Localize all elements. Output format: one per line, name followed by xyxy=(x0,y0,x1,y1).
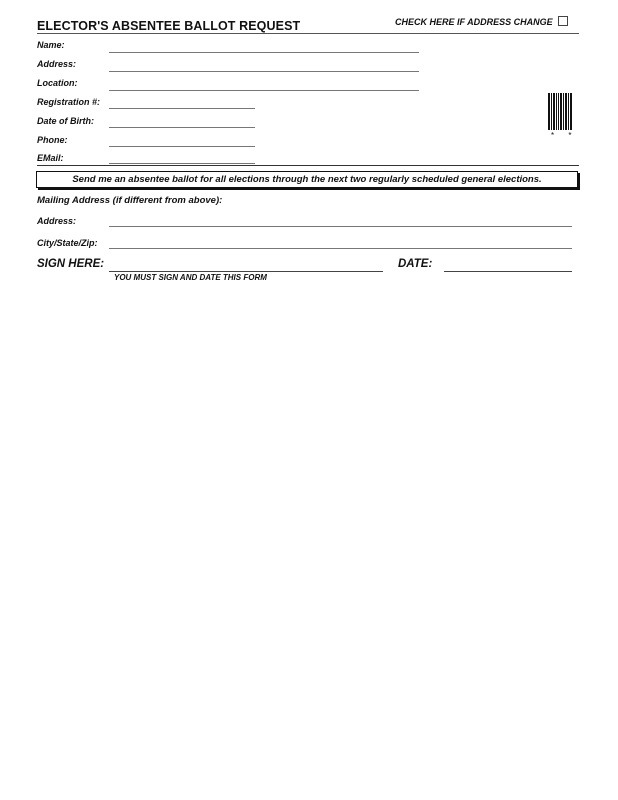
registration-label: Registration #: xyxy=(37,97,101,107)
city-state-zip-field[interactable] xyxy=(109,248,572,249)
name-label: Name: xyxy=(37,40,65,50)
date-label: DATE: xyxy=(398,258,433,270)
email-divider xyxy=(37,165,579,166)
form-title: ELECTOR'S ABSENTEE BALLOT REQUEST xyxy=(37,19,301,33)
title-divider xyxy=(37,33,579,34)
location-label: Location: xyxy=(37,78,78,88)
address-change-checkbox[interactable] xyxy=(558,16,568,26)
email-label: EMail: xyxy=(37,153,64,163)
dob-field[interactable] xyxy=(109,127,255,128)
dob-label: Date of Birth: xyxy=(37,116,94,126)
name-field[interactable] xyxy=(109,52,419,53)
location-field[interactable] xyxy=(109,90,419,91)
registration-field[interactable] xyxy=(109,108,255,109)
mailing-address-label: Address: xyxy=(37,216,77,226)
phone-field[interactable] xyxy=(109,146,255,147)
date-field[interactable] xyxy=(444,271,572,272)
mailing-address-header: Mailing Address (if different from above): xyxy=(37,195,223,206)
phone-label: Phone: xyxy=(37,135,68,145)
email-field[interactable] xyxy=(109,163,255,164)
address-change-label: CHECK HERE IF ADDRESS CHANGE xyxy=(395,17,553,27)
city-state-zip-label: City/State/Zip: xyxy=(37,238,98,248)
barcode-stars: * * xyxy=(551,131,578,140)
barcode-icon xyxy=(548,93,572,130)
mailing-address-field[interactable] xyxy=(109,226,572,227)
address-field[interactable] xyxy=(109,71,419,72)
signature-field[interactable] xyxy=(109,271,383,272)
sign-here-label: SIGN HERE: xyxy=(37,258,105,270)
ballot-request-banner: Send me an absentee ballot for all elections through the next two regularly scheduled general elections. xyxy=(36,171,578,188)
must-sign-note: YOU MUST SIGN AND DATE THIS FORM xyxy=(114,273,267,282)
address-label: Address: xyxy=(37,59,77,69)
